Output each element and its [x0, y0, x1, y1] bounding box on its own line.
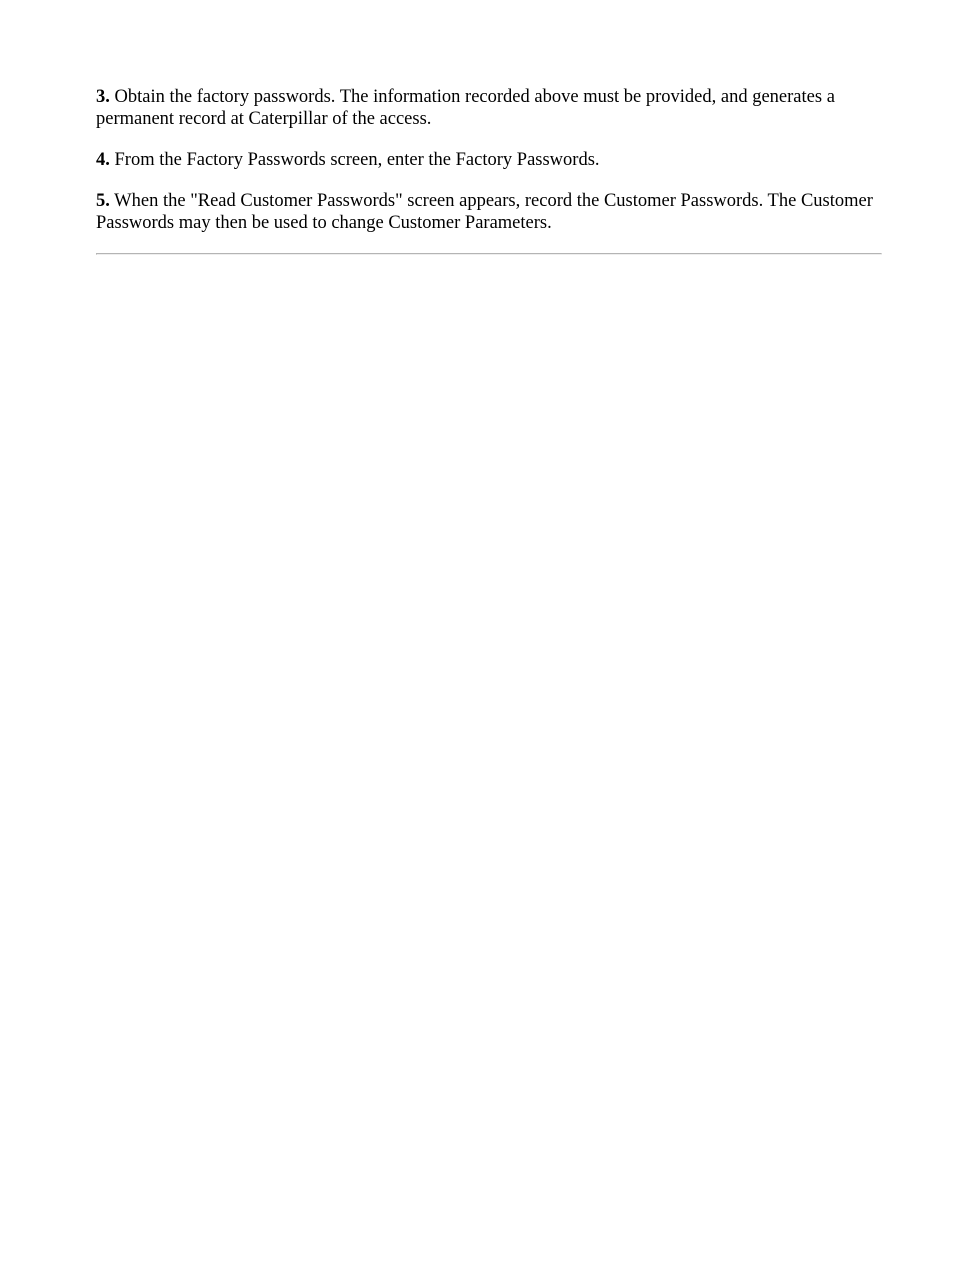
step-4	[96, 149, 882, 171]
step-text: When the "Read Customer Passwords" screen appears, record the Customer Passwords. The Customer Passwords may then be used to change Customer Parameters.	[96, 191, 873, 233]
step-5	[96, 190, 882, 234]
step-number: 3.	[96, 87, 110, 107]
step-number: 4.	[96, 150, 110, 170]
step-number: 5.	[96, 191, 110, 211]
step-text: From the Factory Passwords screen, enter the Factory Passwords.	[114, 150, 600, 170]
step-3	[96, 86, 882, 130]
step-text: Obtain the factory passwords. The information recorded above must be provided, and generates a permanent record at Caterpillar of the access.	[96, 87, 835, 129]
document-body	[96, 86, 882, 255]
horizontal-divider	[96, 253, 882, 255]
